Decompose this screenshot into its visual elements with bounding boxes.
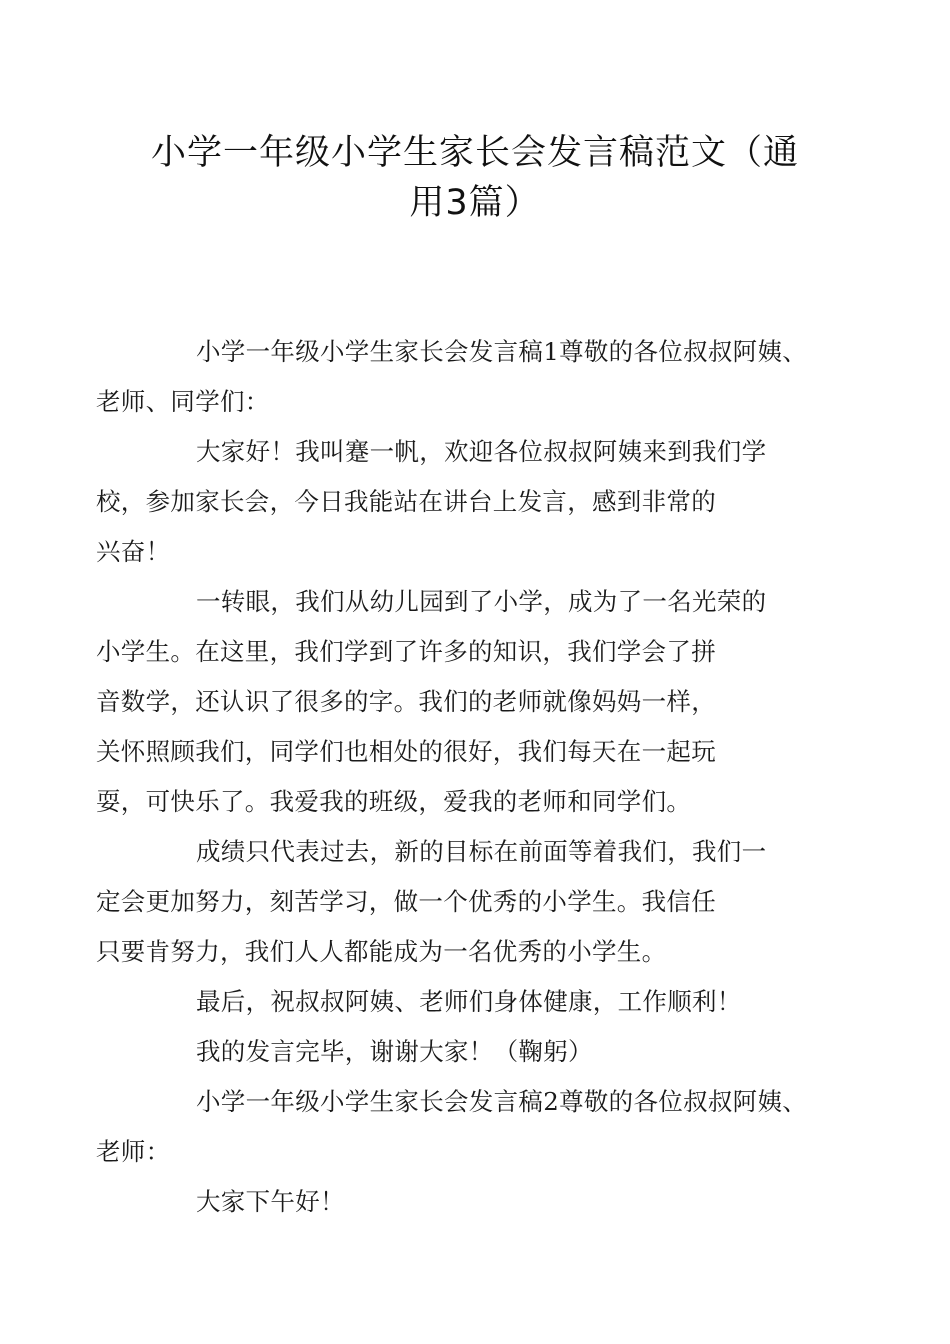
paragraph-2	[96, 427, 826, 577]
title-line-1: 小学一年级小学生家长会发言稿范文（通	[150, 133, 799, 173]
paragraph-line: 大家好！我叫蹇一帆，欢迎各位叔叔阿姨来到我们学	[196, 437, 767, 466]
paragraph-line: 大家下午好！	[196, 1187, 345, 1216]
paragraph-line: 老师：	[96, 1137, 171, 1166]
paragraph-5	[146, 977, 826, 1027]
paragraph-line: 只要肯努力，我们人人都能成为一名优秀的小学生。	[96, 937, 667, 966]
paragraph-line: 小学生。在这里，我们学到了许多的知识，我们学会了拼	[96, 637, 716, 666]
paragraph-8	[146, 1177, 826, 1227]
paragraph-6	[146, 1027, 826, 1077]
paragraph-line: 老师、同学们：	[96, 387, 270, 416]
paragraph-line: 兴奋！	[96, 537, 171, 566]
paragraph-1	[96, 327, 826, 427]
paragraph-4	[96, 827, 826, 977]
paragraph-line: 音数学，还认识了很多的字。我们的老师就像妈妈一样，	[96, 687, 716, 716]
paragraph-line: 定会更加努力，刻苦学习，做一个优秀的小学生。我信任	[96, 887, 716, 916]
document-body	[96, 327, 826, 1227]
paragraph-line: 小学一年级小学生家长会发言稿1尊敬的各位叔叔阿姨、	[196, 337, 808, 366]
title-line-2: 用3篇）	[409, 183, 541, 223]
paragraph-line: 一转眼，我们从幼儿园到了小学，成为了一名光荣的	[196, 587, 767, 616]
paragraph-line: 耍，可快乐了。我爱我的班级，爱我的老师和同学们。	[96, 787, 692, 816]
document-title	[150, 128, 800, 228]
paragraph-line: 成绩只代表过去，新的目标在前面等着我们，我们一	[196, 837, 767, 866]
paragraph-line: 校，参加家长会，今日我能站在讲台上发言，感到非常的	[96, 487, 716, 516]
paragraph-3	[96, 577, 826, 827]
paragraph-line: 小学一年级小学生家长会发言稿2尊敬的各位叔叔阿姨、	[196, 1087, 808, 1116]
paragraph-line: 关怀照顾我们，同学们也相处的很好，我们每天在一起玩	[96, 737, 716, 766]
paragraph-line: 最后，祝叔叔阿姨、老师们身体健康，工作顺利！	[196, 987, 742, 1016]
paragraph-7	[96, 1077, 826, 1177]
paragraph-line: 我的发言完毕，谢谢大家！（鞠躬）	[196, 1037, 593, 1066]
